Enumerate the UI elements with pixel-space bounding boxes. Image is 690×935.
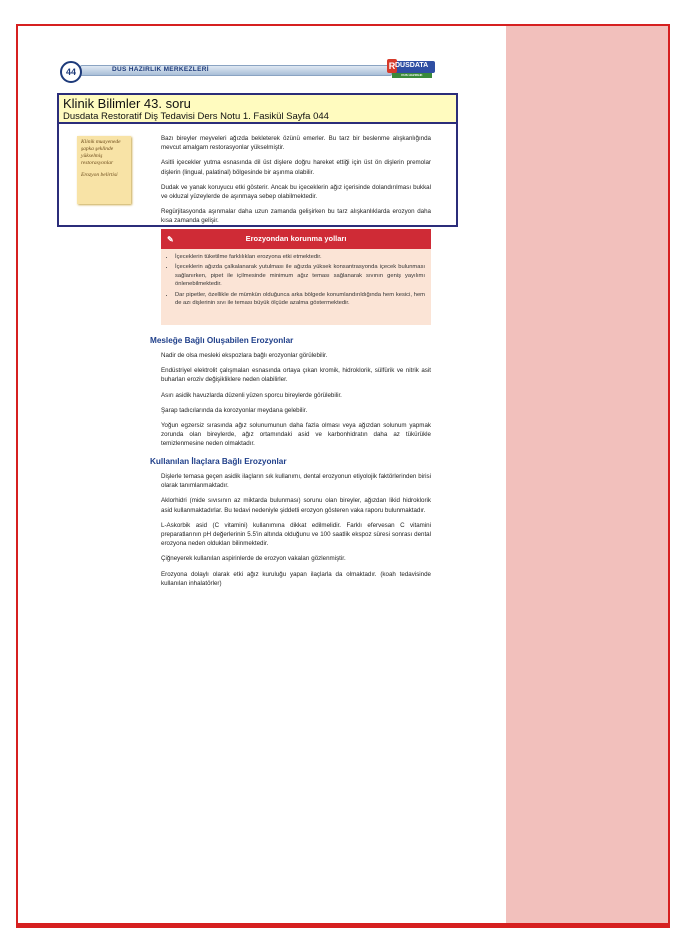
paragraph: L-Askorbik asid (C vitamini) kullanımına dikkat edilmelidir. Farklı efervesan C vitamini preparatlarının pH değerlerinin 5.5'in altında olduğunu ve 100 saatlik ekspoz süresi sonrası dental erozyona neden oldukları bilinmektedir. (161, 521, 431, 548)
sticky-note (77, 136, 131, 204)
section2-text (161, 472, 431, 594)
logo-sub: DUS HAZIRLIK MERKEZLERİ (392, 73, 432, 78)
paragraph: Nadir de olsa mesleki ekspozlara bağlı erozyonlar görülebilir. (161, 352, 328, 359)
paragraph: Aklorhidri (mide sıvısının az miktarda bulunması) sorunu olan bireyler, ağızdan likid hidroklorik asid kullanmaktadırlar. Bu tedavi nedeniyle şiddetli erozyon gösteren vaka raporu bulunmaktadır. (161, 497, 431, 514)
paragraph: Çiğneyerek kullanılan aspirinlerde de erozyon vakaları gözlenmiştir. (161, 555, 346, 563)
paragraph: Şarap tadıcılarında da korozyonlar meydana gelebilir. (161, 406, 308, 414)
protection-list (161, 249, 431, 307)
logo-brand: DUSDATA (395, 62, 429, 69)
paragraph: Asırı asidik havuzlarda düzenli yüzen sporcu bireylerde görülebilir. (161, 391, 342, 399)
paragraph: Bazı bireyler meyveleri ağızda bekleterek özünü emerler. Bu tarz bir beslenme alışkanlığında mevcut amalgam restorasyonlar yükselmiştir. (161, 135, 431, 152)
protection-title: Erozyondan korunma yolları (245, 234, 347, 243)
sticky-note-label: Erozyon belirtisi (81, 172, 118, 178)
paragraph: Endüstriyel elektrolit çalışmaları esnasında ortaya çıkan kromik, hidroklorik, sülfürik ve nitrik asit buharları eroziv değişikliklere neden olabilirler. (161, 367, 431, 384)
question-subtitle: Dusdata Restoratif Diş Tedavisi Ders Notu 1. Fasikül Sayfa 044 (63, 111, 329, 122)
section-heading: Mesleğe Bağlı Oluşabilen Erozyonlar (150, 336, 294, 345)
protection-box (161, 229, 431, 325)
dusdata-logo (388, 59, 435, 82)
list-item: • İçeceklerin ağızda çalkalanarak yutulması ile ağızda yüksek konsantrasyonda içecek bulunması sağlanırken, pipet ile içilmesinde minimum ağız teması sağlanarak sıvının geniş yayılımı önlenebilmektedir. (175, 263, 425, 288)
paragraph: Dudak ve yanak koruyucu etki gösterir. Ancak bu içeceklerin ağız içerisinde dolandırılması bukkal ve okluzal yüzeylerde de aşınmaya sebep olabilmektedir. (161, 183, 431, 201)
pen-icon: ✎ (167, 235, 174, 244)
question-title: Klinik Bilimler 43. soru (63, 96, 191, 111)
intro-text (161, 134, 431, 232)
question-header (57, 93, 458, 124)
side-margin (506, 26, 668, 923)
paragraph: Dişlerle temasa geçen asidik ilaçların sık kullanımı, dental erozyonun etiyolojik faktörlerinden birisi olarak tanımlanmaktadır. (161, 473, 431, 490)
protection-header (161, 229, 431, 249)
sticky-note-text: Klinik muayenede şapka şeklinde yükselmiş restorasyonlar (81, 139, 121, 166)
paragraph: Yoğun egzersiz sırasında ağız solunumunun daha fazla olması veya ağızdan solunum yapmak zorunda olan bireylerde, ağız ortamındaki asid ve karbonhidratın daha az tükürükle temizlenmesine neden olmaktadır. (161, 422, 431, 448)
running-title: DUS HAZIRLIK MERKEZLERİ (112, 66, 209, 73)
section1-text (161, 351, 431, 455)
list-item: • İçeceklerin tüketilme farklılıkları erozyona etki etmektedir. (175, 253, 425, 261)
list-item: • Dar pipetler, özellikle de mümkün olduğunca arka bölgede konumlandırıldığında hem kesici, hem de azı dişlerinin sıvı ile teması büyük ölçüde azalma göstermektedir. (175, 291, 425, 308)
paragraph: Regürjitasyonda aşınmalar daha uzun zamanda gelişirken bu tarz alışkanlıklarda erozyon daha kısa zamanda gelişir. (161, 208, 431, 225)
section-heading: Kullanılan İlaçlara Bağlı Erozyonlar (150, 457, 287, 466)
paragraph: Erozyona dolaylı olarak etki ağız kuruluğu yapan ilaçlarla da olmaktadır. (koah tedavisinde kullanılan inhalatörler) (161, 570, 431, 587)
logo-r: R (388, 61, 396, 71)
paragraph: Asitli içecekler yutma esnasında dil üst dişlere doğru hareket ettiği için üst ön dişlerin premolar dişlerin (lingual, palatinal) bölgesinde bir aşınma olabilir. (161, 159, 431, 176)
page-number: 44 (60, 61, 82, 83)
